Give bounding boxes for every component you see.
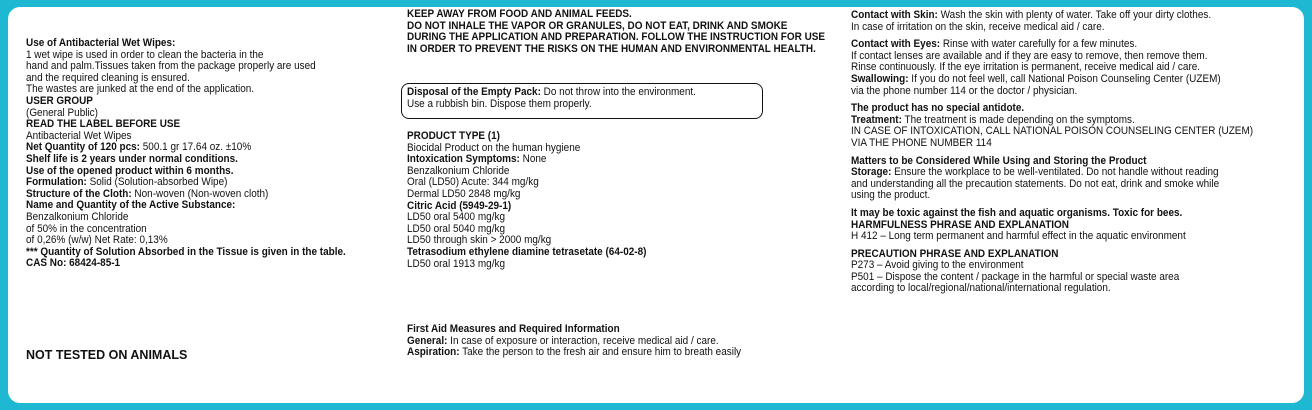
bold-text: Intoxication Symptoms: xyxy=(407,153,520,166)
bold-text: Aspiration: xyxy=(407,346,460,359)
product-type-block xyxy=(407,131,662,270)
plain-text: The wastes are junked at the end of the application. xyxy=(26,83,255,96)
bold-text: CAS No: 68424-85-1 xyxy=(26,257,121,270)
text-line xyxy=(407,259,646,271)
plain-text: 500.1 gr 17.64 oz. ±10% xyxy=(139,141,252,154)
text-line xyxy=(851,190,1253,202)
bold-text: HARMFULNESS PHRASE AND EXPLANATION xyxy=(851,218,1069,231)
bold-text: KEEP AWAY FROM FOOD AND ANIMAL FEEDS. xyxy=(407,8,632,20)
bold-text: Use of the opened product within 6 months. xyxy=(26,164,234,177)
text-line xyxy=(407,99,696,111)
info-block xyxy=(851,208,1279,243)
info-block xyxy=(851,249,1279,295)
plain-text: In case of irritation on the skin, receive medical aid / care. xyxy=(851,20,1105,33)
text-line xyxy=(407,44,825,56)
plain-text: according to local/regional/national/international regulation. xyxy=(851,282,1111,295)
text-line xyxy=(851,283,1253,295)
bold-text: Treatment: xyxy=(851,113,902,126)
plain-text: H 412 – Long term permanent and harmful effect in the aquatic environment xyxy=(851,230,1186,243)
plain-text: Biocidal Product on the human hygiene xyxy=(407,141,581,154)
plain-text: None xyxy=(519,153,547,166)
text-line xyxy=(851,22,1253,34)
text-line xyxy=(851,138,1253,150)
info-block xyxy=(851,10,1279,33)
bold-text: Citric Acid (5949-29-1) xyxy=(407,199,512,212)
info-block xyxy=(851,39,1279,97)
info-block xyxy=(851,156,1279,202)
bold-text: The product has no special antidote. xyxy=(851,102,1025,115)
bold-text: DURING THE APPLICATION AND PREPARATION. FOLLOW THE INSTRUCTION FOR USE xyxy=(407,31,826,44)
text-line xyxy=(851,231,1253,243)
plain-text: Rinse continuously. If the eye irritation is permanent, receive medical aid / care. xyxy=(851,61,1201,74)
plain-text: via the phone number 114 or the doctor / physician. xyxy=(851,84,1078,97)
bold-text: USER GROUP xyxy=(26,94,93,107)
info-block xyxy=(851,103,1279,149)
plain-text: hand and palm.Tissues taken from the package properly are used xyxy=(26,60,316,73)
plain-text: Use a rubbish bin. Dispose them properly. xyxy=(407,97,592,110)
text-line xyxy=(26,258,346,270)
bold-text: PRECAUTION PHRASE AND EXPLANATION xyxy=(851,247,1059,260)
plain-text: Benzalkonium Chloride xyxy=(407,164,510,177)
text-line xyxy=(407,347,741,359)
plain-text: Rinse with water carefully for a few minutes. xyxy=(940,38,1138,51)
plain-text: 1 wet wipe is used in order to clean the bacteria in the xyxy=(26,48,264,61)
bold-text: Disposal of the Empty Pack: xyxy=(407,86,541,98)
plain-text: of 50% in the concentration xyxy=(26,222,147,235)
plain-text: In case of exposure or interaction, receive medical aid / care. xyxy=(447,334,719,347)
bold-text: Net Quantity of 120 pcs: xyxy=(26,141,140,154)
not-tested-on-animals: NOT TESTED ON ANIMALS xyxy=(26,348,188,362)
plain-text: VIA THE PHONE NUMBER 114 xyxy=(851,136,992,149)
disposal-block xyxy=(407,87,714,110)
bold-text: Storage: xyxy=(851,166,892,179)
plain-text: P273 – Avoid giving to the environment xyxy=(851,259,1024,272)
plain-text: LD50 oral 5400 mg/kg xyxy=(407,211,505,224)
bold-text: Contact with Eyes: xyxy=(851,38,941,51)
plain-text: (General Public) xyxy=(26,106,98,119)
plain-text: Oral (LD50) Acute: 344 mg/kg xyxy=(407,176,539,189)
bold-text: Matters to be Considered While Using and Storing the Product xyxy=(851,154,1147,167)
plain-text: IN CASE OF INTOXICATION, CALL NATIONAL POISON COUNSELING CENTER (UZEM) xyxy=(851,125,1254,138)
bold-text: Shelf life is 2 years under normal conditions. xyxy=(26,152,238,165)
bold-text: Structure of the Cloth: xyxy=(26,187,132,200)
first-aid-block xyxy=(407,324,762,359)
plain-text: Ensure the workplace to be well-ventilated. Do not handle without reading xyxy=(891,166,1219,179)
plain-text: P501 – Dispose the content / package in the harmful or special waste area xyxy=(851,270,1180,283)
bold-text: Tetrasodium ethylene diamine tetrasetate (64-02-8) xyxy=(407,245,647,258)
bold-text: Name and Quantity of the Active Substance: xyxy=(26,199,236,212)
plain-text: LD50 oral 5040 mg/kg xyxy=(407,222,505,235)
safety-column xyxy=(851,10,1279,295)
plain-text: Do not throw into the environment. xyxy=(540,86,696,98)
plain-text: of 0,26% (w/w) Net Rate: 0,13% xyxy=(26,234,168,247)
bold-text: Swallowing: xyxy=(851,72,909,85)
bold-text: *** Quantity of Solution Absorbed in the Tissue is given in the table. xyxy=(26,245,346,258)
warning-block xyxy=(407,9,852,55)
plain-text: If you do not feel well, call National Poison Counseling Center (UZEM) xyxy=(908,72,1221,85)
plain-text: Dermal LD50 2848 mg/kg xyxy=(407,187,521,200)
bold-text: First Aid Measures and Required Information xyxy=(407,323,620,335)
plain-text: Antibacterial Wet Wipes xyxy=(26,129,132,142)
plain-text: Wash the skin with plenty of water. Take off your dirty clothes. xyxy=(937,9,1212,21)
bold-text: READ THE LABEL BEFORE USE xyxy=(26,118,181,131)
plain-text: and understanding all the precaution statements. Do not eat, drink and smoke while xyxy=(851,177,1220,190)
text-line xyxy=(851,86,1253,98)
plain-text: Benzalkonium Chloride xyxy=(26,210,129,223)
bold-text: DO NOT INHALE THE VAPOR OR GRANULES, DO NOT EAT, DRINK AND SMOKE xyxy=(407,19,788,32)
plain-text: LD50 oral 1913 mg/kg xyxy=(407,257,505,270)
plain-text: Solid (Solution-absorbed Wipe) xyxy=(86,176,228,189)
plain-text: using the product. xyxy=(851,189,931,202)
bold-text: Formulation: xyxy=(26,176,87,189)
plain-text: and the required cleaning is ensured. xyxy=(26,71,190,84)
plain-text: Take the person to the fresh air and ensure him to breath easily xyxy=(459,346,742,359)
bold-text: PRODUCT TYPE (1) xyxy=(407,130,500,142)
plain-text: LD50 through skin > 2000 mg/kg xyxy=(407,234,552,247)
plain-text: Non-woven (Non-woven cloth) xyxy=(131,187,269,200)
plain-text: The treatment is made depending on the symptoms. xyxy=(901,113,1135,126)
bold-text: Use of Antibacterial Wet Wipes: xyxy=(26,37,176,49)
bold-text: Contact with Skin: xyxy=(851,9,938,21)
bold-text: IN ORDER TO PREVENT THE RISKS ON THE HUMAN AND ENVIRONMENTAL HEALTH. xyxy=(407,42,816,55)
plain-text: If contact lenses are available and if they are easy to remove, then remove them. xyxy=(851,49,1208,62)
bold-text: It may be toxic against the fish and aquatic organisms. Toxic for bees. xyxy=(851,206,1183,219)
bold-text: General: xyxy=(407,334,448,347)
usage-column xyxy=(26,38,366,270)
